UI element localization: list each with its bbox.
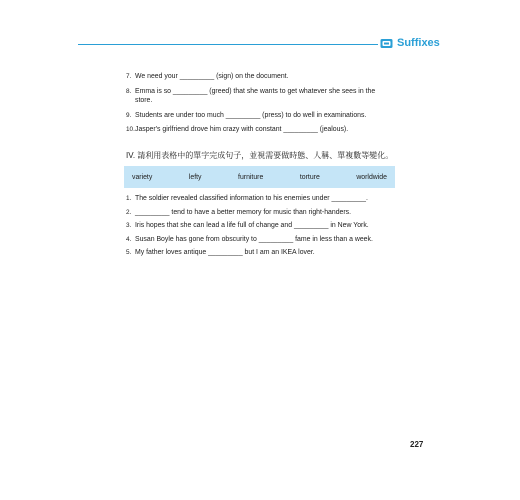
item-text: Iris hopes that she can lead a life full of change and _________ in New York.	[135, 222, 369, 230]
word-bank	[124, 166, 395, 188]
item-number: 4.	[126, 235, 132, 243]
list-item	[126, 236, 401, 244]
item-number: 9.	[126, 111, 132, 119]
list-item	[126, 249, 401, 257]
word-bank-item: variety	[132, 173, 153, 181]
item-text: Susan Boyle has gone from obscurity to _________ fame in less than a week.	[135, 235, 373, 243]
list-item	[126, 195, 401, 203]
chapter-tab	[380, 35, 440, 51]
item-number: 10.	[126, 126, 135, 133]
word-bank-item: torture	[299, 173, 320, 181]
item-number: 5.	[126, 249, 132, 257]
item-text-continuation: store.	[135, 97, 153, 104]
item-text: My father loves antique _________ but I am an IKEA lover.	[135, 249, 315, 257]
list-item	[126, 222, 401, 230]
chapter-title: Suffixes	[397, 37, 440, 49]
item-text: We need your _________ (sign) on the document.	[135, 73, 289, 80]
exercise-iv-items	[126, 195, 401, 263]
item-text: Students are under too much _________ (press) to do well in examinations.	[135, 111, 367, 119]
header-rule	[78, 44, 378, 45]
exercise-iii-items	[126, 73, 401, 141]
book-icon	[380, 37, 393, 50]
item-number: 1.	[126, 195, 132, 202]
item-text: _________ tend to have a better memory for music than right-handers.	[135, 208, 352, 216]
word-bank-item: furniture	[238, 173, 264, 181]
item-number: 7.	[126, 73, 132, 80]
list-item	[126, 112, 401, 120]
list-item	[126, 73, 401, 81]
list-item	[126, 209, 401, 217]
page-number: 227	[410, 440, 424, 449]
item-number: 3.	[126, 222, 132, 230]
list-item	[126, 88, 401, 96]
word-bank-item: lefty	[188, 173, 202, 181]
item-text: The soldier revealed classified information to his enemies under _________.	[135, 195, 368, 202]
item-text: Emma is so _________ (greed) that she wants to get whatever she sees in the	[135, 87, 376, 95]
word-bank-item: worldwide	[356, 173, 387, 181]
item-number: 2.	[126, 208, 132, 216]
exercise-iv-heading: IV. 請利用表格中的單字完成句子，並視需要做時態、人稱、單複數等變化。	[126, 151, 394, 160]
list-item	[126, 126, 401, 134]
item-text: Jasper's girlfriend drove him crazy with constant _________ (jealous).	[135, 126, 349, 133]
item-number: 8.	[126, 87, 132, 95]
